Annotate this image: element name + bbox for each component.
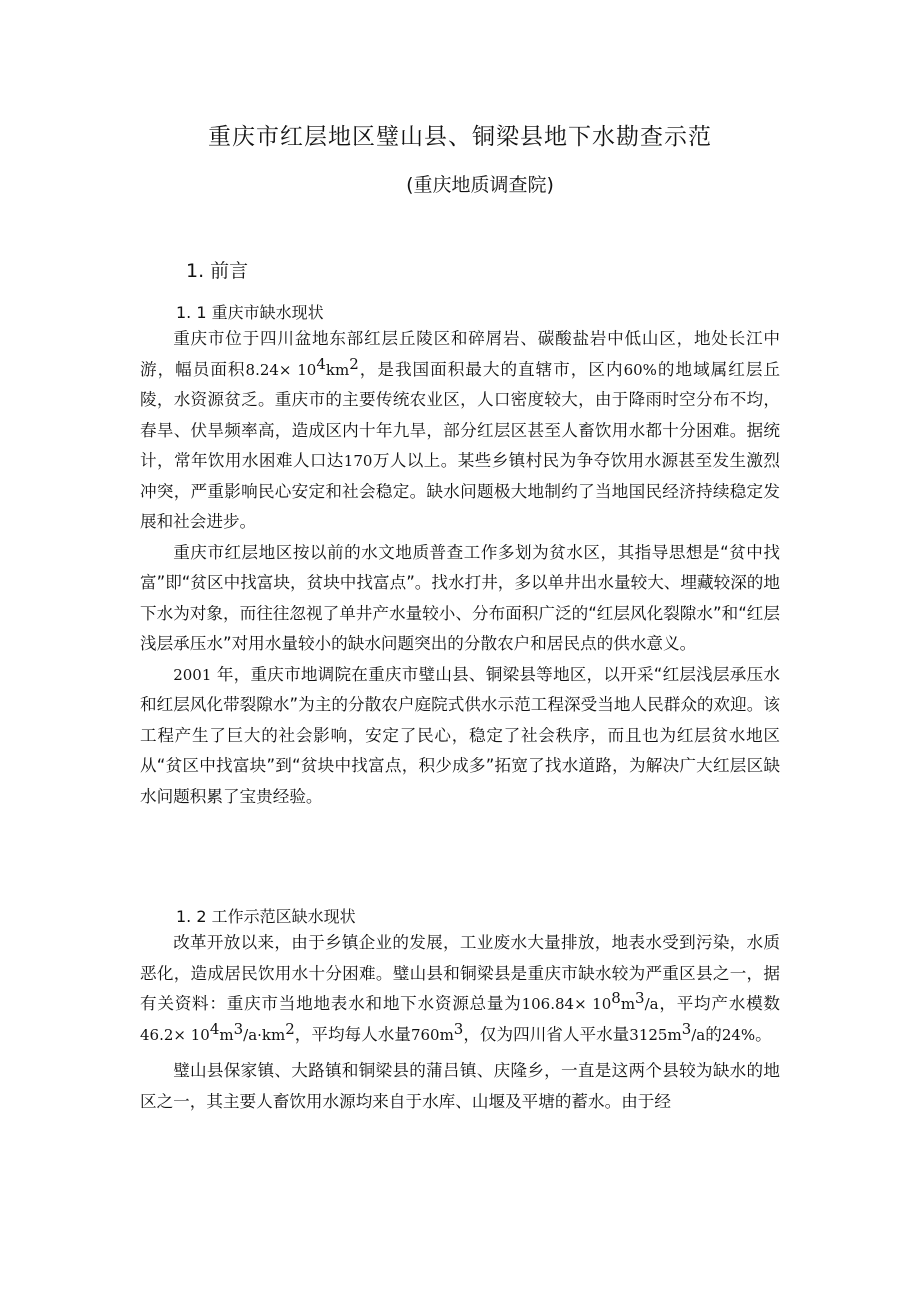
paragraph-block-1 bbox=[140, 324, 780, 812]
paragraph-4: 改革开放以来，由于乡镇企业的发展，工业废水大量排放，地表水受到污染，水质恶化，造成居民饮用水十分困难。璧山县和铜梁县是重庆市缺水较为严重区县之一，据有关资料：重庆市当地地表水和地下水资源总量为$106.84\times 10^8m^3/a$，平均产水模数$46.2\times 10^4m^3/a\cdot km^2$，平均每人水量$760m^3$，仅为四川省人平水量$3125m^3/a$的24%。 bbox=[140, 933, 781, 1044]
paragraph-block-2 bbox=[140, 928, 780, 1117]
paragraph-1: 重庆市位于四川盆地东部红层丘陵区和碎屑岩、碳酸盐岩中低山区，地处长江中游，幅员面积$8.24\times 10^4km^2$，是我国面积最大的直辖市，区内60%的地域属红层丘陵，水资源贫乏。重庆市的主要传统农业区，人口密度较大，由于降雨时空分布不均，春旱、伏旱频率高，造成区内十年九旱，部分红层区甚至人畜饮用水都十分困难。据统计，常年饮用水困难人口达170万人以上。某些乡镇村民为争夺饮用水源甚至发生激烈冲突，严重影响民心安定和社会稳定。缺水问题极大地制约了当地国民经济持续稳定发展和社会进步。 bbox=[140, 329, 781, 531]
document-title: 重庆市红层地区璧山县、铜梁县地下水勘查示范 bbox=[208, 124, 712, 150]
subsection-heading-1-2: 1. 2 工作示范区缺水现状 bbox=[176, 907, 356, 926]
paragraph-3: 2001 年，重庆市地调院在重庆市璧山县、铜梁县等地区，以开采“红层浅层承压水和红层风化带裂隙水”为主的分散农户庭院式供水示范工程深受当地人民群众的欢迎。该工程产生了巨大的社会影响，安定了民心，稳定了社会秩序，而且也为红层贫水地区从“贫区中找富块”到“贫块中找富点，积少成多”拓宽了找水道路，为解决广大红层区缺水问题积累了宝贵经验。 bbox=[140, 664, 780, 806]
paragraph-5: 璧山县保家镇、大路镇和铜梁县的蒲吕镇、庆隆乡，一直是这两个县较为缺水的地区之一，其主要人畜饮用水源均来自于水库、山堰及平塘的蓄水。由于经 bbox=[140, 1061, 780, 1111]
document-subtitle: (重庆地质调查院) bbox=[406, 174, 554, 196]
subsection-heading-1-1: 1. 1 重庆市缺水现状 bbox=[176, 303, 324, 322]
section-heading-preface: 1. 前言 bbox=[186, 260, 249, 282]
paragraph-2: 重庆市红层地区按以前的水文地质普查工作多划为贫水区，其指导思想是“贫中找富”即“贫区中找富块，贫块中找富点”。找水打井，多以单井出水量较大、埋藏较深的地下水为对象，而往往忽视了单井产水量较小、分布面积广泛的“红层风化裂隙水”和“红层浅层承压水”对用水量较小的缺水问题突出的分散农户和居民点的供水意义。 bbox=[140, 542, 780, 653]
